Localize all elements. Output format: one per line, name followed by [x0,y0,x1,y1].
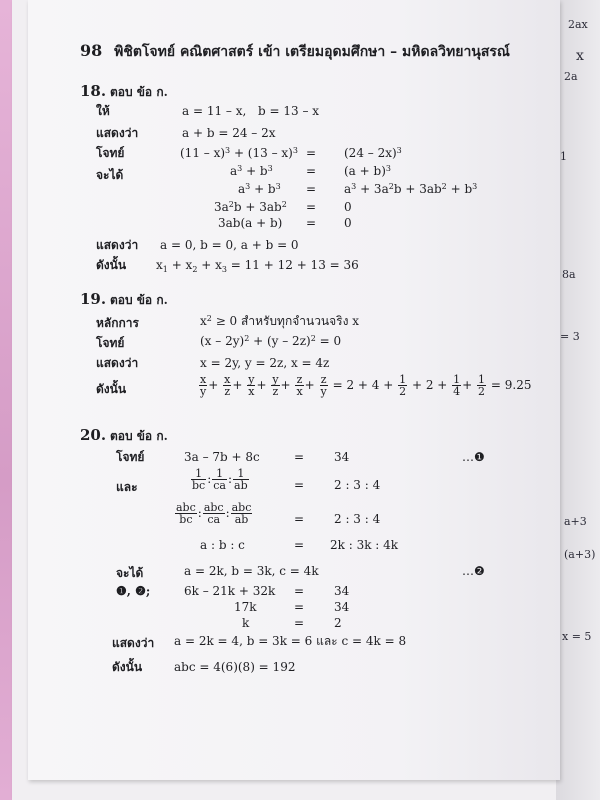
q20-line3-rhs: 2k : 3k : 4k [330,538,399,552]
q20-c1-lhs: 6k – 21k + 32k [184,584,276,598]
eq-sign: = [306,216,317,230]
q20-problem-lhs: 3a – 7b + 8c [184,450,260,464]
q20-obtain: a = 2k, b = 3k, c = 4k [184,564,319,578]
q20-c2-lhs: 17k [234,600,257,614]
q18-label-given: ให้ [96,104,110,118]
q18-e3-rhs: 0 [344,200,352,214]
q20-heading: 20. ตอบ ข้อ ก. [80,426,168,444]
q18-e3-lhs: $3a^2b + 3ab^2$ [214,200,287,214]
eq-sign: = [294,616,305,630]
eq-sign: = [294,538,305,552]
q18-label-problem: โจทย์ [96,146,125,160]
q20-label-therefore: ดังนั้น [112,660,143,674]
q18-label-show2: แสดงว่า [96,238,139,252]
eq-sign: = [294,478,305,492]
q20-line3-lhs: a : b : c [200,538,245,552]
q20-label-problem: โจทย์ [116,450,145,464]
equation-marker-2: …❷ [462,564,485,578]
q19-problem: (x – 2y)$^2$ + (y – 2z)$^2$ = 0 [200,334,342,348]
q18-label-therefore: ดังนั้น [96,258,127,272]
q19-result: $\frac{x}{y}$ + $\frac{x}{z}$ + $\frac{y}{x}$ + $\frac{y}{z}$ + $\frac{z}{x}$ + $\frac{z}{y}$ = 2 + 4 + $\frac{1}{2}$ + 2 + $\frac{1}{4}$ + $\frac{1}{2}$ = 9.25 [200,373,532,398]
q20-label-show: แสดงว่า [112,636,155,650]
q18-e4-lhs: 3ab(a + b) [218,216,283,230]
q18-show2: a = 0, b = 0, a + b = 0 [160,238,299,252]
eq-sign: = [306,146,317,160]
q18-result: $x_1 + x_2 + x_3 = 11 + 12 + 13 = 36$ [156,258,359,274]
q18-heading: 18. ตอบ ข้อ ก. [80,82,168,100]
q20-c1-rhs: 34 [334,584,350,598]
q20-c3-rhs: 2 [334,616,342,630]
q20-label-and: และ [116,480,138,494]
q18-problem-rhs: (24 – 2x)$^3$ [344,146,402,160]
q19-label-show: แสดงว่า [96,356,139,370]
q18-e1-lhs: $a^3 + b^3$ [230,164,273,178]
eq-sign: = [294,584,305,598]
q18-label-show: แสดงว่า [96,126,139,140]
q20-label-obtain: จะได้ [116,566,144,580]
q20-line2-lhs: $\frac{\text{abc}}{bc}$ : $\frac{\text{abc}}{ca}$ : $\frac{\text{abc}}{ab}$ [176,501,252,526]
margin-text: 8a [562,268,576,281]
eq-sign: = [306,164,317,178]
q20-c3-lhs: k [242,616,250,630]
q19-label-therefore: ดังนั้น [96,382,127,396]
eq-sign: = [306,182,317,196]
q18-e4-rhs: 0 [344,216,352,230]
margin-text: 2a [564,70,578,83]
q20-problem-rhs: 34 [334,450,350,464]
margin-text: (a+3) [564,548,596,561]
page-number: 98 [80,41,103,60]
book-page [28,0,560,780]
q18-show1: a + b = 24 – 2x [182,126,276,140]
eq-sign: = [306,200,317,214]
page-header [80,41,510,60]
q19-show: x = 2y, y = 2z, x = 4z [200,356,330,370]
margin-text: a+3 [564,515,587,528]
q20-line2-rhs: 2 : 3 : 4 [334,512,381,526]
q18-e1-rhs: $(a + b)^3$ [344,164,391,178]
q20-c2-rhs: 34 [334,600,350,614]
adjacent-page [556,0,600,800]
q20-combo: ❶, ❷; [116,584,151,598]
q20-result: abc = 4(6)(8) = 192 [174,660,296,674]
q18-e2-rhs: $a^3 + 3a^2b + 3ab^2 + b^3$ [344,182,478,196]
margin-text: x [576,48,584,64]
q18-label-obtain: จะได้ [96,168,124,182]
margin-text: x = 5 [562,630,592,643]
q18-given-b: b = 13 – x [258,104,320,118]
q19-label-principle: หลักการ [96,316,139,330]
q18-e2-lhs: $a^3 + b^3$ [238,182,281,196]
margin-text: = 3 [560,330,580,343]
eq-sign: = [294,450,305,464]
eq-sign: = [294,600,305,614]
q20-and-lhs: $\frac{1}{bc}$ : $\frac{1}{ca}$ : $\frac{1}{ab}$ [192,467,248,492]
q20-and-rhs: 2 : 3 : 4 [334,478,381,492]
margin-text: 1 [560,150,567,163]
q19-label-problem: โจทย์ [96,336,125,350]
margin-text: 2ax [568,18,588,31]
q18-given-a: a = 11 – x, [182,104,247,118]
q19-principle: $x^2 \ge 0$ สำหรับทุกจำนวนจริง x [200,314,360,328]
equation-marker-1: …❶ [462,450,485,464]
q19-heading: 19. ตอบ ข้อ ก. [80,290,168,308]
book-title: พิชิตโจทย์ คณิตศาสตร์ เข้า เตรียมอุดมศึกษา – มหิดลวิทยานุสรณ์ [114,44,510,60]
q18-problem-lhs: (11 – x)$^3$ + (13 – x)$^3$ [180,146,298,160]
q20-show: a = 2k = 4, b = 3k = 6 และ c = 4k = 8 [174,634,407,648]
eq-sign: = [294,512,305,526]
